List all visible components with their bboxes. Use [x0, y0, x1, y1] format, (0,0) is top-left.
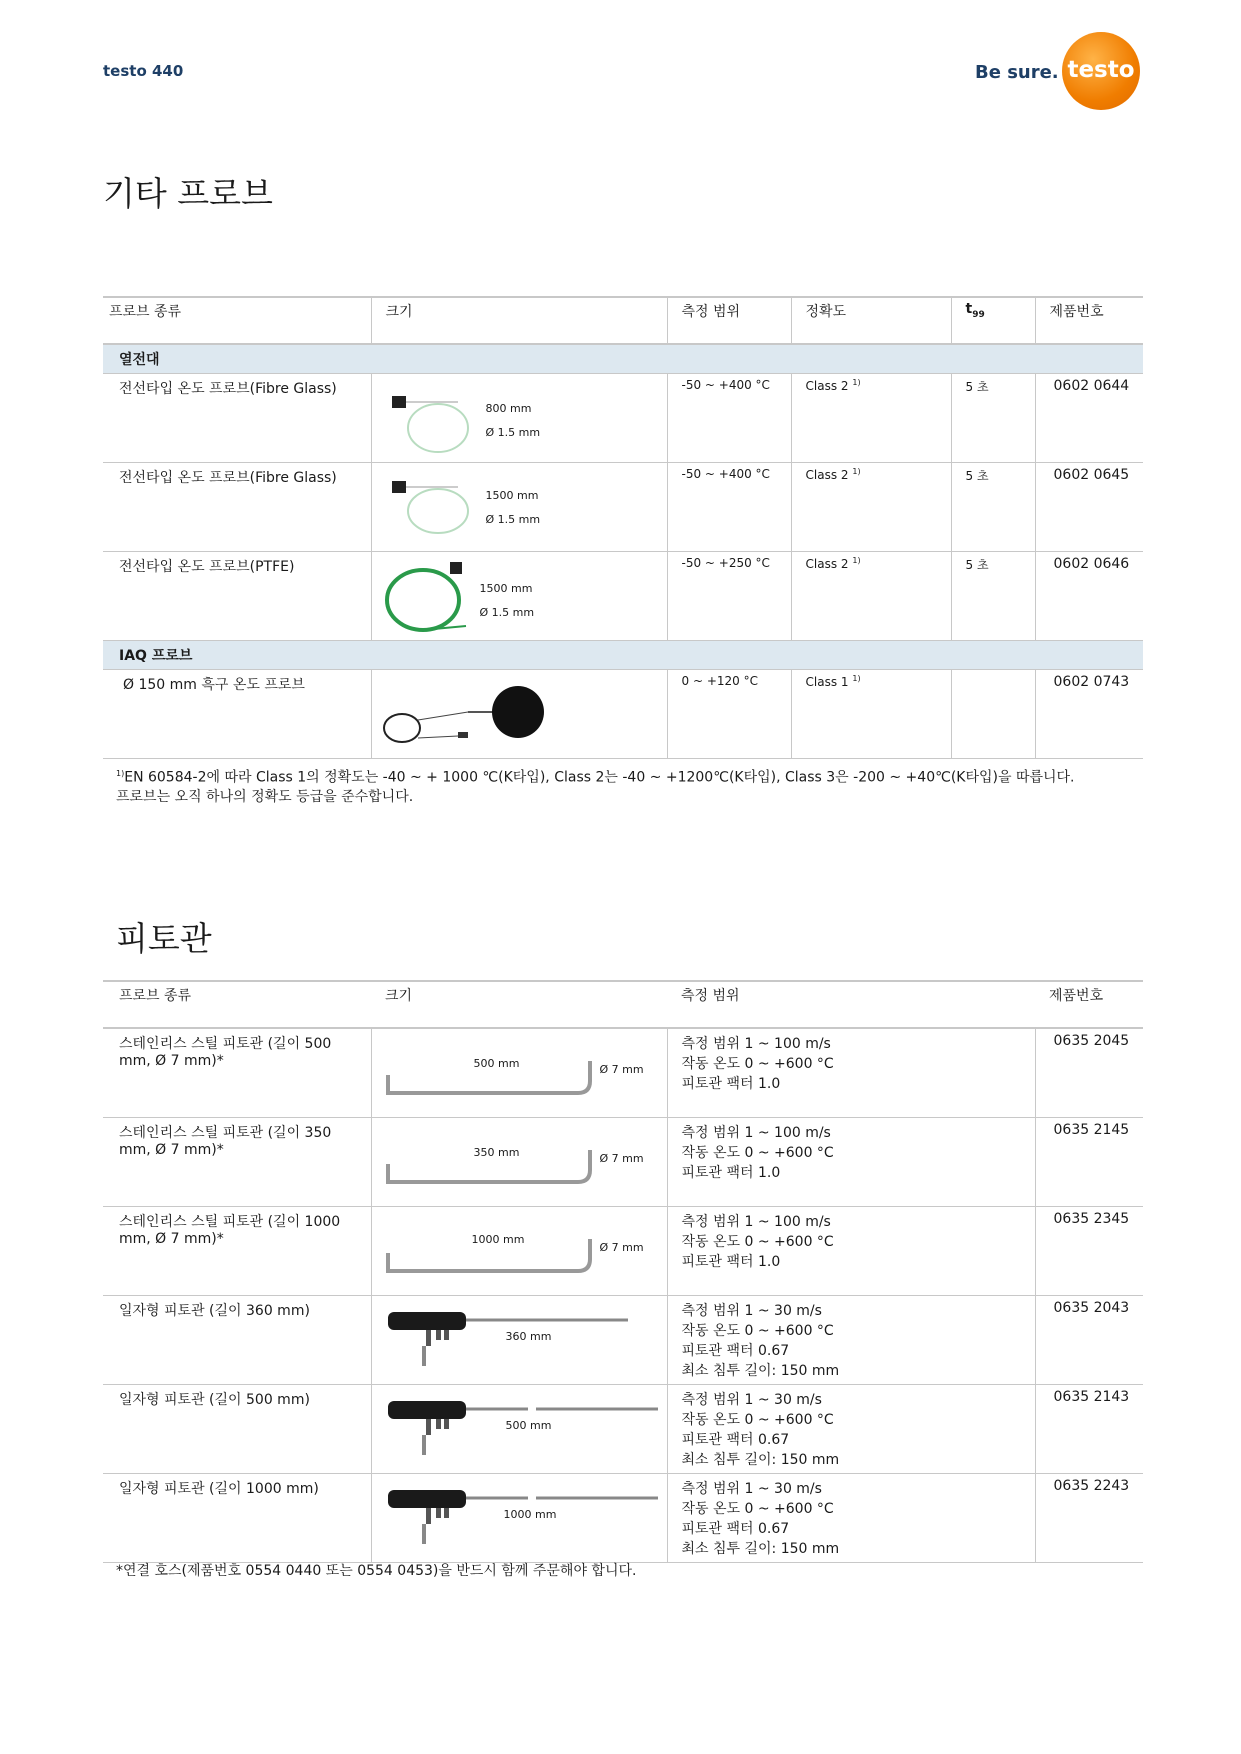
header-model: testo 440: [103, 62, 184, 80]
section2-title: 피토관: [116, 919, 212, 958]
col-range: 측정 범위: [667, 981, 1035, 1028]
table-row: 일자형 피토관 (길이 1000 mm) 1000 mm 측정 범위 1 ~ 30 m/s 작동 온도 0 ~ +600 °C 피토관 팩터 0.67 최소 침투 길이: 150 mm 0635 2243: [103, 1474, 1143, 1563]
testo-logo: testo: [1062, 32, 1140, 110]
col-accuracy: 정확도: [791, 297, 951, 344]
col-range: 측정 범위: [667, 297, 791, 344]
table-row: 스테인리스 스틸 피토관 (길이 1000 mm, Ø 7 mm)* 1000 mm Ø 7 mm 측정 범위 1 ~ 100 m/s 작동 온도 0 ~ +600 °C 피토관 팩터 1.0 0635 2345: [103, 1207, 1143, 1296]
table-row: 전선타입 온도 프로브(Fibre Glass) 1500 mm Ø 1.5 mm -50 ~ +400 °C Class 2 $^{1)}$ 5 초 0602 0645: [103, 463, 1143, 552]
probe-image-cell: 1500 mm Ø 1.5 mm: [371, 552, 667, 641]
probe-image-cell: 1500 mm Ø 1.5 mm: [371, 463, 667, 552]
other-probes-table: [103, 296, 1143, 759]
pitot-image-cell: 1000 mm: [371, 1474, 667, 1563]
wire-probe-image: [378, 378, 558, 458]
pitot-image-cell: 500 mm Ø 7 mm: [371, 1028, 667, 1118]
pitot-image-cell: 360 mm: [371, 1296, 667, 1385]
table-row: 전선타입 온도 프로브(Fibre Glass) 800 mm Ø 1.5 mm -50 ~ +400 °C Class 2 $^{1)}$ 5 초 0602 0644: [103, 374, 1143, 463]
table-row: 스테인리스 스틸 피토관 (길이 350 mm, Ø 7 mm)* 350 mm Ø 7 mm 측정 범위 1 ~ 100 m/s 작동 온도 0 ~ +600 °C 피토관 팩터 1.0 0635 2145: [103, 1118, 1143, 1207]
header-slogan: Be sure.: [975, 62, 1059, 83]
globe-probe-image: [378, 674, 578, 754]
col-t99: $t_{99}$: [951, 297, 1035, 344]
probe-image-cell: 800 mm Ø 1.5 mm: [371, 374, 667, 463]
wire-probe-image: [378, 467, 558, 547]
table-row: 스테인리스 스틸 피토관 (길이 500 mm, Ø 7 mm)* 500 mm Ø 7 mm 측정 범위 1 ~ 100 m/s 작동 온도 0 ~ +600 °C 피토관 팩터 1.0 0635 2045: [103, 1028, 1143, 1118]
section1-title: 기타 프로브: [103, 174, 273, 213]
probe-image-cell: [371, 670, 667, 759]
category-iaq: IAQ 프로브: [103, 641, 1143, 670]
col-probe-type: 프로브 종류: [103, 981, 371, 1028]
pitot-image-cell: 350 mm Ø 7 mm: [371, 1118, 667, 1207]
category-thermocouple: 열전대: [103, 344, 1143, 374]
col-size: 크기: [371, 981, 667, 1028]
section1-footnote: $^{1)}$EN 60584-2에 따라 Class 1의 정확도는 -40 ~ + 1000 ℃(K타입), Class 2는 -40 ~ +1200℃(K타입), Class 3은 -200 ~ +40℃(K타입)을 따릅니다. 프로브는 오직 하나의 정확도 등급을 준수합니다.: [116, 769, 1075, 805]
pitot-image-cell: 1000 mm Ø 7 mm: [371, 1207, 667, 1296]
col-probe-type: 프로브 종류: [103, 297, 371, 344]
col-part-number: 제품번호: [1035, 297, 1143, 344]
table-row: 전선타입 온도 프로브(PTFE) 1500 mm Ø 1.5 mm -50 ~ +250 °C Class 2 $^{1)}$ 5 초 0602 0646: [103, 552, 1143, 641]
section2-footnote: *연결 호스(제품번호 0554 0440 또는 0554 0453)을 반드시 함께 주문해야 합니다.: [116, 1563, 637, 1579]
pitot-table: [103, 980, 1143, 1563]
col-size: 크기: [371, 297, 667, 344]
pitot-image-cell: 500 mm: [371, 1385, 667, 1474]
ptfe-probe-image: [378, 556, 558, 636]
table-row: 일자형 피토관 (길이 360 mm) 360 mm 측정 범위 1 ~ 30 m/s 작동 온도 0 ~ +600 °C 피토관 팩터 0.67 최소 침투 길이: 150 mm 0635 2043: [103, 1296, 1143, 1385]
col-part-number: 제품번호: [1035, 981, 1143, 1028]
table-row: Ø 150 mm 흑구 온도 프로브 0 ~ +120 °C Class 1 $^{1)}$ 0602 0743: [103, 670, 1143, 759]
table-row: 일자형 피토관 (길이 500 mm) 500 mm 측정 범위 1 ~ 30 m/s 작동 온도 0 ~ +600 °C 피토관 팩터 0.67 최소 침투 길이: 150 mm 0635 2143: [103, 1385, 1143, 1474]
